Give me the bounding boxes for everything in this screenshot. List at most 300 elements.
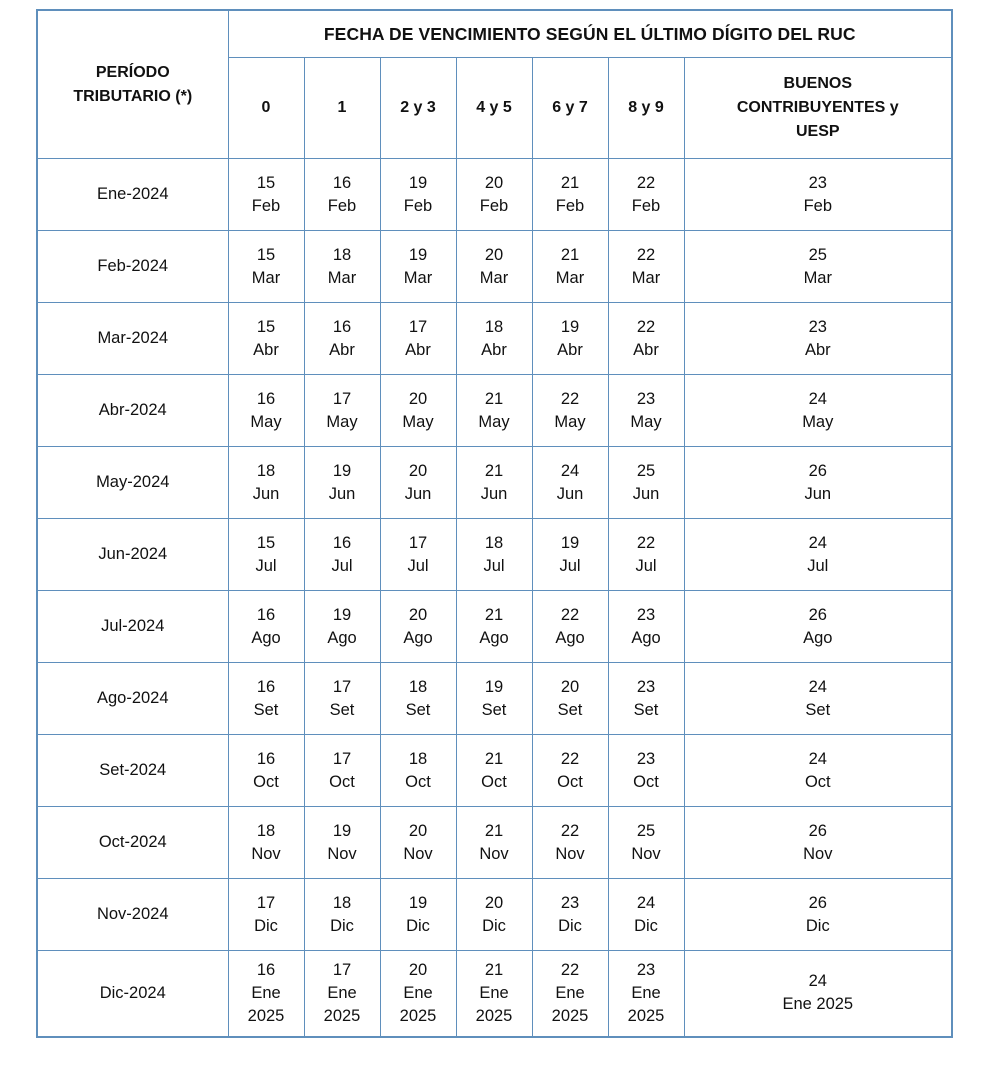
due-date-month: Mar bbox=[403, 268, 433, 287]
buenos-contribuyentes-cell bbox=[684, 879, 952, 951]
due-date-month: Feb bbox=[327, 196, 357, 215]
due-date-cell bbox=[456, 807, 532, 879]
header-title-row bbox=[37, 10, 952, 58]
due-date-cell bbox=[532, 807, 608, 879]
due-date-month: Set bbox=[481, 700, 507, 719]
due-date-day: 19 bbox=[408, 245, 428, 264]
due-date-day: 15 bbox=[256, 173, 276, 192]
due-date-month: Jul bbox=[331, 556, 353, 575]
due-date-day: 18 bbox=[408, 749, 428, 768]
buenos-date-day: 23 bbox=[808, 317, 827, 336]
due-date-cell bbox=[228, 807, 304, 879]
due-date-day: 23 bbox=[560, 893, 580, 912]
due-date-month: Mar bbox=[631, 268, 661, 287]
due-date-cell bbox=[228, 447, 304, 519]
buenos-contribuyentes-cell bbox=[684, 447, 952, 519]
buenos-date-month: Ago bbox=[803, 628, 833, 647]
due-date-day: 19 bbox=[332, 605, 352, 624]
due-date-day: 20 bbox=[560, 677, 580, 696]
due-date-cell bbox=[608, 879, 684, 951]
digit-header-0: 0 bbox=[228, 58, 304, 159]
due-date-title-header: FECHA DE VENCIMIENTO SEGÚN EL ÚLTIMO DÍGITO DEL RUC bbox=[228, 10, 952, 58]
buenos-contribuyentes-cell bbox=[684, 231, 952, 303]
due-date-day: 22 bbox=[560, 749, 580, 768]
due-date-day: 16 bbox=[256, 677, 276, 696]
buenos-date-day: 24 bbox=[808, 749, 827, 768]
due-date-month: Feb bbox=[631, 196, 661, 215]
due-date-cell bbox=[608, 951, 684, 1037]
due-date-day: 18 bbox=[408, 677, 428, 696]
due-date-day: 19 bbox=[560, 317, 580, 336]
due-date-month: Ene bbox=[631, 983, 661, 1002]
period-column-header bbox=[37, 10, 228, 159]
due-date-day: 20 bbox=[408, 605, 428, 624]
due-date-month: Set bbox=[405, 700, 431, 719]
due-date-day: 18 bbox=[256, 821, 276, 840]
period-cell: Dic-2024 bbox=[37, 951, 228, 1037]
due-date-day: 20 bbox=[408, 461, 428, 480]
due-date-month: Ago bbox=[403, 628, 433, 647]
due-date-month: Ene bbox=[479, 983, 509, 1002]
due-date-cell bbox=[532, 447, 608, 519]
due-date-cell bbox=[532, 663, 608, 735]
due-date-month: Abr bbox=[253, 340, 279, 359]
buenos-date-day: 24 bbox=[808, 389, 827, 408]
due-date-cell bbox=[456, 159, 532, 231]
period-cell: Nov-2024 bbox=[37, 879, 228, 951]
due-date-month: Oct bbox=[481, 772, 507, 791]
due-date-month: Abr bbox=[329, 340, 355, 359]
due-date-cell bbox=[304, 375, 380, 447]
due-date-day: 25 bbox=[636, 461, 656, 480]
buenos-contribuyentes-cell bbox=[684, 951, 952, 1037]
due-date-table-container bbox=[36, 9, 951, 1038]
due-date-month: Abr bbox=[557, 340, 583, 359]
buenos-date-month: Dic bbox=[805, 916, 830, 935]
period-header-line-1: PERÍODO bbox=[95, 64, 170, 82]
due-date-month: Jun bbox=[556, 484, 584, 503]
due-date-day: 21 bbox=[484, 821, 504, 840]
due-date-month: Jun bbox=[480, 484, 508, 503]
buenos-date-day: 25 bbox=[808, 245, 827, 264]
buenos-date-month: Feb bbox=[803, 196, 832, 215]
due-date-year: 2025 bbox=[475, 1006, 513, 1025]
due-date-month: Dic bbox=[558, 916, 582, 935]
due-date-day: 16 bbox=[332, 173, 352, 192]
due-date-day: 22 bbox=[560, 605, 580, 624]
buenos-contribuyentes-cell bbox=[684, 519, 952, 591]
period-cell: Set-2024 bbox=[37, 735, 228, 807]
due-date-month: Nov bbox=[251, 844, 281, 863]
buenos-contribuyentes-cell bbox=[684, 591, 952, 663]
due-date-month: Ago bbox=[327, 628, 357, 647]
due-date-cell bbox=[380, 375, 456, 447]
buenos-date-month: Nov bbox=[803, 844, 833, 863]
buenos-date-month: May bbox=[802, 412, 834, 431]
due-date-cell bbox=[228, 735, 304, 807]
due-date-year: 2025 bbox=[551, 1006, 589, 1025]
buenos-date-month: Oct bbox=[804, 772, 831, 791]
due-date-month: Jun bbox=[632, 484, 660, 503]
due-date-day: 15 bbox=[256, 317, 276, 336]
digit-header-8y9: 8 y 9 bbox=[608, 58, 684, 159]
due-date-day: 16 bbox=[256, 389, 276, 408]
due-date-day: 24 bbox=[636, 893, 656, 912]
due-date-day: 22 bbox=[636, 245, 656, 264]
due-date-month: Jun bbox=[404, 484, 432, 503]
due-date-cell bbox=[456, 591, 532, 663]
due-date-cell bbox=[228, 591, 304, 663]
due-date-cell bbox=[532, 375, 608, 447]
due-date-cell bbox=[304, 879, 380, 951]
due-date-day: 21 bbox=[484, 605, 504, 624]
due-date-cell bbox=[380, 735, 456, 807]
due-date-day: 23 bbox=[636, 605, 656, 624]
due-date-cell bbox=[304, 231, 380, 303]
due-date-cell bbox=[456, 735, 532, 807]
due-date-month: Feb bbox=[555, 196, 585, 215]
due-date-day: 17 bbox=[332, 749, 352, 768]
table-row bbox=[37, 447, 952, 519]
due-date-month: Abr bbox=[481, 340, 507, 359]
due-date-cell bbox=[380, 519, 456, 591]
due-date-day: 19 bbox=[560, 533, 580, 552]
due-date-cell bbox=[228, 375, 304, 447]
due-date-month: Oct bbox=[405, 772, 431, 791]
due-date-month: Dic bbox=[330, 916, 354, 935]
due-date-cell bbox=[456, 663, 532, 735]
buenos-contribuyentes-cell bbox=[684, 663, 952, 735]
due-date-month: Ago bbox=[251, 628, 281, 647]
due-date-cell bbox=[456, 447, 532, 519]
due-date-cell bbox=[380, 447, 456, 519]
due-date-year: 2025 bbox=[399, 1006, 437, 1025]
due-date-cell bbox=[304, 159, 380, 231]
due-date-month: Oct bbox=[329, 772, 355, 791]
buenos-date-day: 23 bbox=[808, 173, 827, 192]
due-date-month: Ago bbox=[631, 628, 661, 647]
due-date-day: 20 bbox=[484, 245, 504, 264]
due-date-cell bbox=[532, 519, 608, 591]
due-date-day: 21 bbox=[560, 245, 580, 264]
due-date-cell bbox=[228, 231, 304, 303]
tax-due-date-table bbox=[36, 9, 953, 1038]
due-date-day: 21 bbox=[484, 749, 504, 768]
due-date-cell bbox=[608, 519, 684, 591]
due-date-month: Nov bbox=[327, 844, 357, 863]
due-date-day: 17 bbox=[332, 677, 352, 696]
due-date-month: Ago bbox=[555, 628, 585, 647]
due-date-day: 18 bbox=[332, 893, 352, 912]
due-date-cell bbox=[608, 663, 684, 735]
period-cell: Oct-2024 bbox=[37, 807, 228, 879]
buenos-contribuyentes-cell bbox=[684, 303, 952, 375]
table-header bbox=[37, 10, 952, 159]
due-date-month: Jul bbox=[407, 556, 429, 575]
buenos-date-month: Set bbox=[805, 700, 831, 719]
due-date-month: Jun bbox=[328, 484, 356, 503]
due-date-cell bbox=[608, 375, 684, 447]
due-date-month: Feb bbox=[403, 196, 433, 215]
due-date-cell bbox=[608, 807, 684, 879]
due-date-day: 20 bbox=[408, 821, 428, 840]
due-date-month: May bbox=[630, 412, 662, 431]
due-date-cell bbox=[228, 879, 304, 951]
due-date-day: 21 bbox=[484, 961, 504, 980]
due-date-day: 18 bbox=[256, 461, 276, 480]
buenos-date-day: 26 bbox=[808, 893, 827, 912]
due-date-day: 17 bbox=[256, 893, 276, 912]
due-date-cell bbox=[608, 447, 684, 519]
buenos-date-day: 26 bbox=[808, 821, 827, 840]
table-row bbox=[37, 951, 952, 1037]
due-date-month: Feb bbox=[251, 196, 281, 215]
due-date-day: 16 bbox=[332, 533, 352, 552]
due-date-cell bbox=[304, 519, 380, 591]
digit-header-1: 1 bbox=[304, 58, 380, 159]
due-date-cell bbox=[380, 159, 456, 231]
due-date-day: 22 bbox=[636, 533, 656, 552]
due-date-day: 16 bbox=[256, 749, 276, 768]
due-date-day: 23 bbox=[636, 749, 656, 768]
due-date-cell bbox=[304, 735, 380, 807]
due-date-day: 19 bbox=[408, 893, 428, 912]
due-date-cell bbox=[532, 231, 608, 303]
due-date-month: Abr bbox=[633, 340, 659, 359]
due-date-day: 17 bbox=[408, 317, 428, 336]
period-cell: Mar-2024 bbox=[37, 303, 228, 375]
due-date-cell bbox=[456, 519, 532, 591]
due-date-year: 2025 bbox=[247, 1006, 285, 1025]
due-date-day: 21 bbox=[484, 389, 504, 408]
period-header-line-2: TRIBUTARIO (*) bbox=[73, 87, 193, 105]
due-date-day: 22 bbox=[636, 173, 656, 192]
due-date-day: 22 bbox=[636, 317, 656, 336]
table-row bbox=[37, 807, 952, 879]
due-date-day: 16 bbox=[256, 605, 276, 624]
due-date-day: 16 bbox=[256, 961, 276, 980]
due-date-month: Abr bbox=[405, 340, 431, 359]
due-date-month: Dic bbox=[406, 916, 430, 935]
due-date-cell bbox=[228, 663, 304, 735]
buenos-date-month: Ene 2025 bbox=[782, 995, 854, 1014]
due-date-cell bbox=[380, 663, 456, 735]
table-row bbox=[37, 663, 952, 735]
period-cell: Ago-2024 bbox=[37, 663, 228, 735]
due-date-day: 23 bbox=[636, 677, 656, 696]
due-date-cell bbox=[304, 951, 380, 1037]
due-date-day: 17 bbox=[408, 533, 428, 552]
buenos-header-line-3: UESP bbox=[795, 123, 840, 140]
buenos-date-day: 24 bbox=[808, 972, 827, 991]
due-date-cell bbox=[380, 303, 456, 375]
due-date-day: 21 bbox=[484, 461, 504, 480]
due-date-month: Jun bbox=[252, 484, 280, 503]
due-date-day: 23 bbox=[636, 389, 656, 408]
due-date-month: Ago bbox=[479, 628, 509, 647]
due-date-day: 19 bbox=[408, 173, 428, 192]
due-date-month: Oct bbox=[633, 772, 659, 791]
due-date-cell bbox=[228, 951, 304, 1037]
buenos-contribuyentes-header bbox=[684, 58, 952, 159]
due-date-day: 16 bbox=[332, 317, 352, 336]
due-date-month: Jul bbox=[559, 556, 581, 575]
due-date-cell bbox=[456, 375, 532, 447]
due-date-year: 2025 bbox=[323, 1006, 361, 1025]
due-date-month: Oct bbox=[253, 772, 279, 791]
digit-header-2y3: 2 y 3 bbox=[380, 58, 456, 159]
due-date-day: 19 bbox=[332, 821, 352, 840]
due-date-day: 18 bbox=[332, 245, 352, 264]
due-date-month: May bbox=[326, 412, 358, 431]
due-date-cell bbox=[380, 231, 456, 303]
due-date-month: Feb bbox=[479, 196, 509, 215]
due-date-cell bbox=[532, 735, 608, 807]
due-date-month: Mar bbox=[327, 268, 357, 287]
due-date-month: Set bbox=[557, 700, 583, 719]
due-date-cell bbox=[456, 951, 532, 1037]
due-date-month: Nov bbox=[403, 844, 433, 863]
buenos-contribuyentes-cell bbox=[684, 159, 952, 231]
due-date-day: 25 bbox=[636, 821, 656, 840]
due-date-day: 22 bbox=[560, 821, 580, 840]
due-date-month: May bbox=[554, 412, 586, 431]
buenos-header-line-1: BUENOS bbox=[783, 75, 852, 92]
due-date-month: Nov bbox=[555, 844, 585, 863]
due-date-day: 19 bbox=[332, 461, 352, 480]
due-date-cell bbox=[608, 159, 684, 231]
due-date-month: Set bbox=[329, 700, 355, 719]
period-cell: Ene-2024 bbox=[37, 159, 228, 231]
digit-header-4y5: 4 y 5 bbox=[456, 58, 532, 159]
digit-header-6y7: 6 y 7 bbox=[532, 58, 608, 159]
due-date-month: Nov bbox=[631, 844, 661, 863]
due-date-month: May bbox=[250, 412, 282, 431]
buenos-date-day: 24 bbox=[808, 533, 827, 552]
due-date-year: 2025 bbox=[627, 1006, 665, 1025]
due-date-day: 17 bbox=[332, 961, 352, 980]
due-date-day: 20 bbox=[408, 961, 428, 980]
due-date-cell bbox=[228, 159, 304, 231]
due-date-month: Set bbox=[253, 700, 279, 719]
due-date-cell bbox=[456, 303, 532, 375]
due-date-month: Ene bbox=[403, 983, 433, 1002]
table-row bbox=[37, 159, 952, 231]
due-date-cell bbox=[456, 879, 532, 951]
due-date-cell bbox=[532, 951, 608, 1037]
due-date-month: Jul bbox=[255, 556, 277, 575]
due-date-month: Set bbox=[633, 700, 659, 719]
due-date-cell bbox=[304, 591, 380, 663]
due-date-month: Mar bbox=[555, 268, 585, 287]
due-date-day: 22 bbox=[560, 961, 580, 980]
period-cell: Feb-2024 bbox=[37, 231, 228, 303]
buenos-contribuyentes-cell bbox=[684, 807, 952, 879]
due-date-day: 18 bbox=[484, 533, 504, 552]
due-date-day: 15 bbox=[256, 533, 276, 552]
due-date-day: 21 bbox=[560, 173, 580, 192]
buenos-contribuyentes-cell bbox=[684, 375, 952, 447]
due-date-month: Dic bbox=[634, 916, 658, 935]
due-date-day: 19 bbox=[484, 677, 504, 696]
due-date-cell bbox=[228, 519, 304, 591]
due-date-day: 23 bbox=[636, 961, 656, 980]
table-row bbox=[37, 375, 952, 447]
due-date-cell bbox=[608, 231, 684, 303]
due-date-month: Ene bbox=[327, 983, 357, 1002]
due-date-cell bbox=[228, 303, 304, 375]
due-date-month: May bbox=[478, 412, 510, 431]
due-date-cell bbox=[304, 807, 380, 879]
due-date-month: Jul bbox=[483, 556, 505, 575]
due-date-month: May bbox=[402, 412, 434, 431]
due-date-cell bbox=[608, 591, 684, 663]
period-cell: Abr-2024 bbox=[37, 375, 228, 447]
due-date-month: Dic bbox=[254, 916, 278, 935]
due-date-cell bbox=[304, 447, 380, 519]
due-date-day: 17 bbox=[332, 389, 352, 408]
period-cell: Jun-2024 bbox=[37, 519, 228, 591]
due-date-cell bbox=[380, 807, 456, 879]
period-cell: Jul-2024 bbox=[37, 591, 228, 663]
table-body bbox=[37, 159, 952, 1037]
due-date-month: Oct bbox=[557, 772, 583, 791]
due-date-day: 15 bbox=[256, 245, 276, 264]
due-date-cell bbox=[608, 735, 684, 807]
due-date-cell bbox=[532, 879, 608, 951]
due-date-cell bbox=[304, 303, 380, 375]
due-date-day: 18 bbox=[484, 317, 504, 336]
due-date-cell bbox=[532, 303, 608, 375]
table-row bbox=[37, 879, 952, 951]
buenos-date-day: 26 bbox=[808, 605, 827, 624]
table-row bbox=[37, 519, 952, 591]
due-date-cell bbox=[304, 663, 380, 735]
due-date-day: 22 bbox=[560, 389, 580, 408]
due-date-cell bbox=[456, 231, 532, 303]
table-row bbox=[37, 231, 952, 303]
due-date-month: Jul bbox=[635, 556, 657, 575]
buenos-date-month: Mar bbox=[803, 268, 832, 287]
table-row bbox=[37, 735, 952, 807]
buenos-header-line-2: CONTRIBUYENTES y bbox=[736, 99, 899, 116]
due-date-day: 20 bbox=[484, 173, 504, 192]
due-date-month: Ene bbox=[555, 983, 585, 1002]
due-date-month: Ene bbox=[251, 983, 281, 1002]
due-date-month: Mar bbox=[479, 268, 509, 287]
table-row bbox=[37, 591, 952, 663]
due-date-day: 20 bbox=[408, 389, 428, 408]
due-date-month: Nov bbox=[479, 844, 509, 863]
buenos-date-month: Jun bbox=[804, 484, 832, 503]
due-date-cell bbox=[532, 159, 608, 231]
buenos-date-month: Jul bbox=[807, 556, 829, 575]
period-cell: May-2024 bbox=[37, 447, 228, 519]
buenos-date-month: Abr bbox=[804, 340, 831, 359]
buenos-contribuyentes-cell bbox=[684, 735, 952, 807]
due-date-cell bbox=[380, 879, 456, 951]
due-date-day: 20 bbox=[484, 893, 504, 912]
due-date-day: 24 bbox=[560, 461, 580, 480]
due-date-month: Dic bbox=[482, 916, 506, 935]
due-date-month: Mar bbox=[251, 268, 281, 287]
buenos-date-day: 26 bbox=[808, 461, 827, 480]
due-date-cell bbox=[380, 591, 456, 663]
due-date-cell bbox=[608, 303, 684, 375]
due-date-cell bbox=[532, 591, 608, 663]
buenos-date-day: 24 bbox=[808, 677, 827, 696]
due-date-cell bbox=[380, 951, 456, 1037]
